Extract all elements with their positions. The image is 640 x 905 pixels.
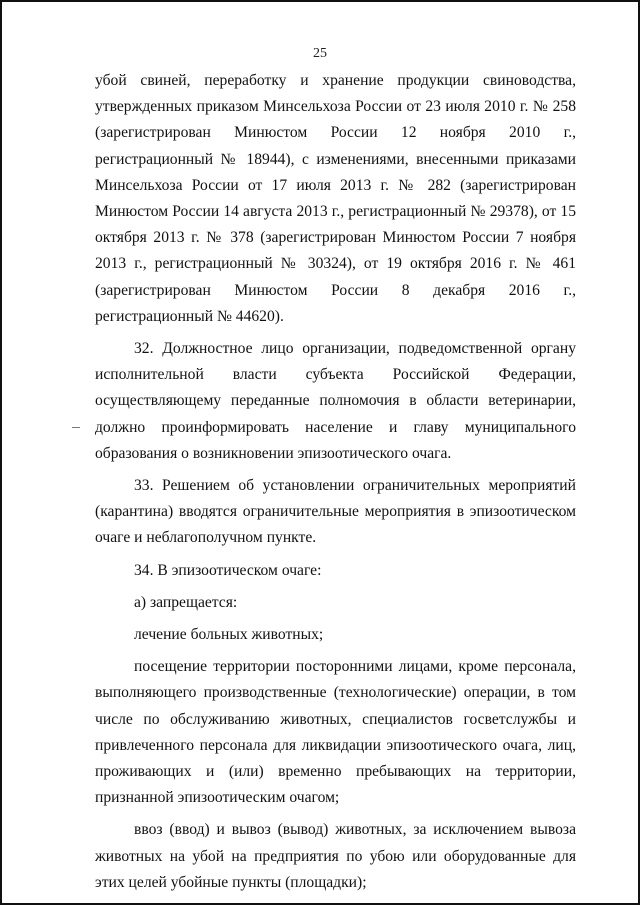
paragraph-33: 33. Решением об установлении ограничительных мероприятий (карантина) вводятся ограничительные мероприятия в эпизоотическом очаге и неблагополучном пункте. (95, 477, 576, 547)
list-item-import-export: ввоз (ввод) и вывоз (вывод) животных, за исключением вывоза животных на убой на предприятия по убою или оборудованные для этих целей убойные пункты (площадки); (95, 821, 576, 891)
document-body (95, 68, 576, 896)
list-item-visits: посещение территории посторонними лицами, кроме персонала, выполняющего производственные (технологические) операции, в том числе по обслуживанию животных, специалистов госветслужбы и привлеченного персонала для ликвидации эпизоотического очага, лиц, проживающих и (или) временно пребывающих на территории, признанной эпизоотическим очагом; (95, 658, 576, 807)
list-item-treatment: лечение больных животных; (134, 626, 324, 644)
paragraph-continuation: убой свиней, переработку и хранение продукции свиноводства, утвержденных приказом Минсельхоза России от 23 июля 2010 г. № 258 (зарегистрирован Минюстом России 12 ноября 2010 г., регистрационный № 18944), с изменениями, внесенными приказами Минсельхоза России от 17 июля 2013 г. № 282 (зарегистрирован Минюстом России 14 августа 2013 г., регистрационный № 29378), от 15 октября 2013 г. № 378 (зарегистрирован Минюстом России 7 ноября 2013 г., регистрационный № 30324), от 19 октября 2016 г. № 461 (зарегистрирован Минюстом России 8 декабря 2016 г., регистрационный № 44620). (95, 72, 576, 325)
paragraph-34: 34. В эпизоотическом очаге: (134, 561, 322, 579)
margin-mark (72, 427, 80, 428)
subitem-a: а) запрещается: (134, 593, 238, 611)
paragraph-32: 32. Должностное лицо организации, подведомственной органу исполнительной власти субъекта Российской Федерации, осуществляющему переданные полномочия в области ветеринарии, должно проинформировать население и главу муниципального образования о возникновении эпизоотического очага. (95, 340, 576, 462)
page-number: 25 (313, 46, 327, 61)
